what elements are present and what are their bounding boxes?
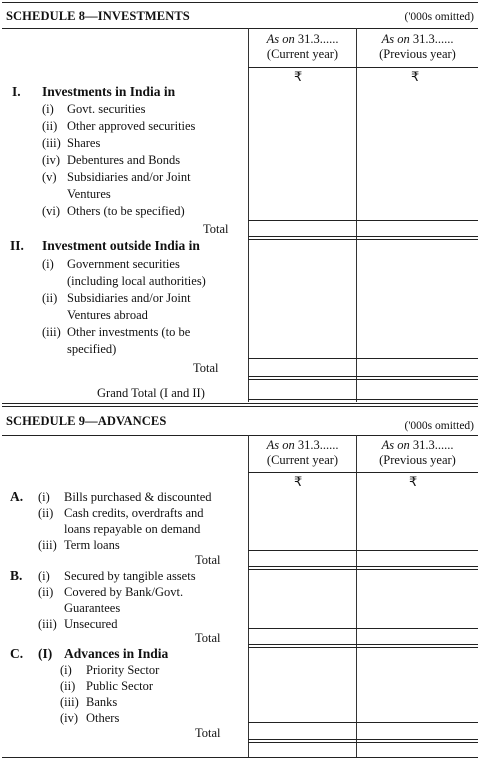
total-rule [248, 647, 478, 648]
item-label: Banks [86, 695, 118, 709]
item-label: Guarantees [64, 601, 121, 615]
section-number: A. [10, 489, 24, 504]
item-number: (iii) [60, 695, 79, 709]
total-rule [248, 379, 478, 380]
schedule9-title: SCHEDULE 9—ADVANCES [6, 414, 167, 428]
item-number: (ii) [38, 506, 54, 520]
total-rule [248, 239, 478, 240]
total-rule [248, 742, 478, 743]
schedule8-omitted-note: ('000s omitted) [404, 11, 474, 23]
item-number: (iii) [42, 325, 61, 339]
item-label: Bills purchased & discounted [64, 490, 212, 504]
section-heading: Advances in India [64, 646, 169, 661]
item-number: (iii) [38, 617, 57, 631]
item-label: Ventures abroad [67, 308, 148, 322]
item-number: (i) [42, 102, 54, 116]
rupee-icon: ₹ [294, 475, 303, 490]
item-number: (v) [42, 170, 57, 184]
item-label: specified) [67, 342, 117, 356]
schedule8-bottom-rule [2, 403, 478, 404]
item-number: (vi) [42, 204, 61, 218]
item-label: (including local authorities) [67, 274, 206, 288]
total-label: Total [203, 222, 229, 236]
item-number: (i) [38, 490, 50, 504]
section-heading: Investments in India in [42, 84, 176, 99]
schedule8-col-previous-header: As on 31.3...... (Previous year) [379, 32, 456, 61]
section-heading: Investment outside India in [42, 238, 200, 253]
item-label: Other investments (to be [67, 325, 191, 339]
schedule8-header-rule [2, 28, 478, 29]
item-label: loans repayable on demand [64, 522, 201, 536]
rupee-icon: ₹ [409, 475, 418, 490]
schedule9-col-divider-1 [248, 435, 249, 758]
section-number: I. [12, 84, 21, 99]
total-label: Total [195, 631, 221, 645]
item-number: (ii) [60, 679, 76, 693]
total-rule [248, 739, 478, 740]
schedule9-colhead-rule [248, 472, 478, 473]
item-label: Public Sector [86, 679, 154, 693]
total-rule [248, 550, 478, 551]
schedule9-col-current-header: As on 31.3...... (Current year) [266, 438, 339, 467]
item-label: Cash credits, overdrafts and [64, 506, 204, 520]
item-label: Govt. securities [67, 102, 146, 116]
item-label: Priority Sector [86, 663, 160, 677]
total-rule [248, 644, 478, 645]
total-label: Total [195, 553, 221, 567]
item-number: (iv) [42, 153, 61, 167]
top-rule [2, 2, 478, 3]
item-label: Debentures and Bonds [67, 153, 181, 167]
rupee-icon: ₹ [411, 70, 420, 85]
section-sub-number: (I) [38, 646, 53, 661]
item-number: (ii) [42, 291, 58, 305]
schedule9-omitted-note: ('000s omitted) [404, 420, 474, 432]
item-label: Ventures [67, 187, 111, 201]
schedule9-col-previous-header: As on 31.3...... (Previous year) [379, 438, 456, 467]
total-rule [248, 236, 478, 237]
item-label: Others (to be specified) [67, 204, 185, 218]
schedule8-col-divider-1 [248, 28, 249, 402]
schedule8-title: SCHEDULE 8—INVESTMENTS [6, 9, 190, 23]
total-rule [248, 722, 478, 723]
total-rule [248, 628, 478, 629]
total-rule [248, 566, 478, 567]
item-number: (i) [38, 569, 50, 583]
item-number: (iii) [38, 538, 57, 552]
schedule9-bottom-rule [2, 757, 478, 758]
section-number: C. [10, 646, 24, 661]
schedule9-col-divider-2 [356, 435, 357, 758]
schedule9-header-rule [2, 435, 478, 436]
schedule8-col-current-header: As on 31.3...... (Current year) [266, 32, 339, 61]
item-number: (i) [60, 663, 72, 677]
schedule8-bottom-rule [2, 406, 478, 407]
total-rule [248, 376, 478, 377]
item-label: Government securities [67, 257, 180, 271]
total-label: Total [193, 361, 219, 375]
section-number: B. [10, 568, 23, 583]
schedule8-col-divider-2 [356, 28, 357, 402]
rupee-icon: ₹ [294, 70, 303, 85]
schedule8-colhead-rule [248, 67, 478, 68]
total-rule [248, 220, 478, 221]
item-label: Covered by Bank/Govt. [64, 585, 184, 599]
section-number: II. [10, 238, 24, 253]
item-number: (ii) [38, 585, 54, 599]
item-number: (i) [42, 257, 54, 271]
item-label: Subsidiaries and/or Joint [67, 291, 191, 305]
total-rule [248, 358, 478, 359]
item-number: (iii) [42, 136, 61, 150]
item-number: (ii) [42, 119, 58, 133]
item-label: Unsecured [64, 617, 118, 631]
item-label: Other approved securities [67, 119, 196, 133]
item-number: (iv) [60, 711, 79, 725]
item-label: Shares [67, 136, 101, 150]
item-label: Secured by tangible assets [64, 569, 196, 583]
total-rule [248, 569, 478, 570]
grand-total-rule [248, 399, 478, 400]
item-label: Subsidiaries and/or Joint [67, 170, 191, 184]
grand-total-label: Grand Total (I and II) [97, 386, 205, 400]
item-label: Term loans [64, 538, 120, 552]
item-label: Others [86, 711, 120, 725]
total-label: Total [195, 726, 221, 740]
